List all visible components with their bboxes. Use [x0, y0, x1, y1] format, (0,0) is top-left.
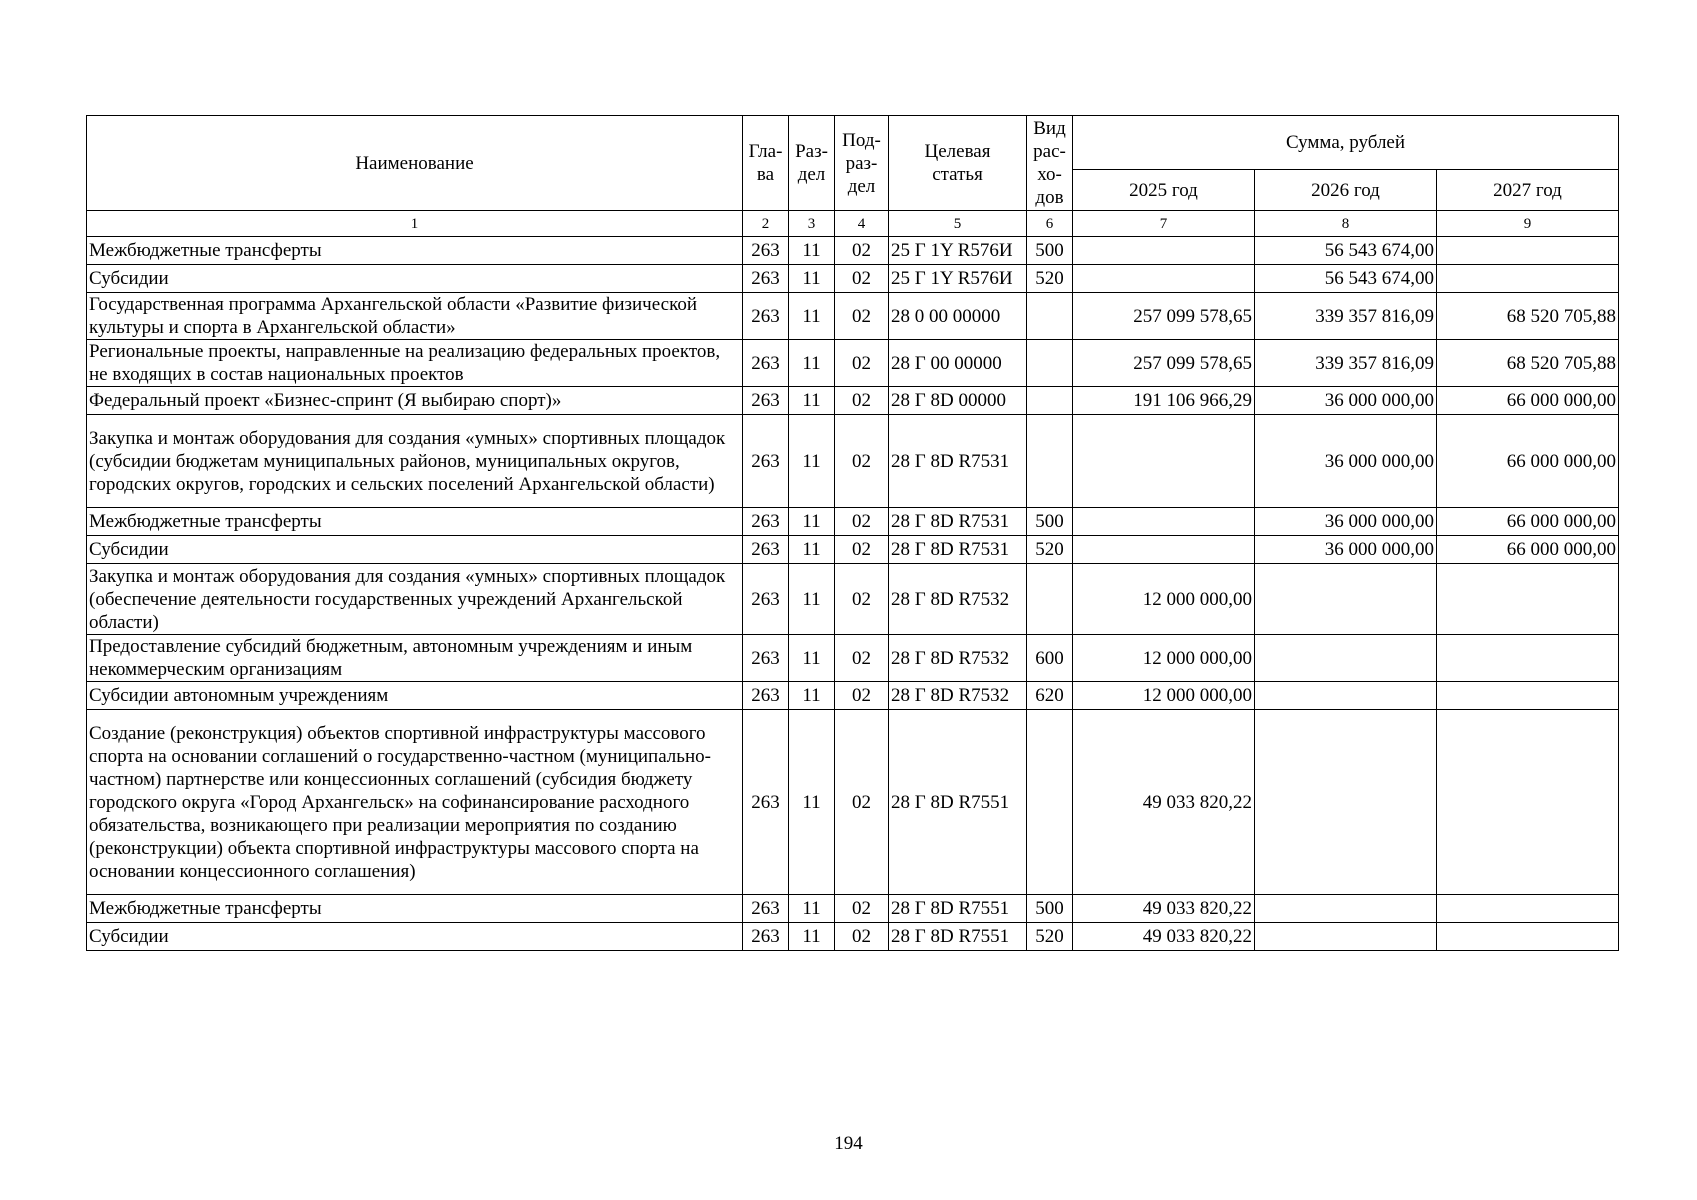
- header-podrazdel: Под- раз- дел: [835, 116, 889, 211]
- row-podrazdel: 02: [835, 635, 889, 682]
- row-razdel: 11: [789, 387, 835, 415]
- row-expense-type: [1027, 710, 1073, 895]
- row-glava: 263: [743, 237, 789, 265]
- budget-table: [86, 115, 1619, 951]
- row-razdel: 11: [789, 536, 835, 564]
- row-sum-2026: 339 357 816,09: [1255, 293, 1437, 340]
- table-row: [87, 237, 1619, 265]
- row-glava: 263: [743, 536, 789, 564]
- row-sum-2027: [1437, 564, 1619, 635]
- row-name: Субсидии: [87, 923, 743, 951]
- row-name: Межбюджетные трансферты: [87, 237, 743, 265]
- row-name: Создание (реконструкция) объектов спортивной инфраструктуры массового спорта на основании соглашений о государственно-частном (муниципально-частном) партнерстве или концессионных соглашений (субсидия бюджету городского округа «Город Архангельск» на софинансирование расходного обязательства, возникающего при реализации мероприятия по созданию (реконструкции) объекта спортивной инфраструктуры массового спорта на основании концессионного соглашения): [87, 710, 743, 895]
- row-target-article: 28 Г 8D 00000: [889, 387, 1027, 415]
- row-sum-2027: [1437, 710, 1619, 895]
- row-sum-2025: 191 106 966,29: [1073, 387, 1255, 415]
- row-glava: 263: [743, 710, 789, 895]
- table-body: [87, 237, 1619, 951]
- row-sum-2027: [1437, 895, 1619, 923]
- table-row: [87, 536, 1619, 564]
- row-glava: 263: [743, 415, 789, 508]
- row-sum-2026: 56 543 674,00: [1255, 237, 1437, 265]
- row-sum-2027: 68 520 705,88: [1437, 340, 1619, 387]
- row-sum-2027: [1437, 923, 1619, 951]
- table-row: [87, 682, 1619, 710]
- row-podrazdel: 02: [835, 387, 889, 415]
- colnum: 5: [889, 211, 1027, 237]
- row-podrazdel: 02: [835, 265, 889, 293]
- column-numbers-row: [87, 211, 1619, 237]
- row-razdel: 11: [789, 508, 835, 536]
- row-target-article: 28 Г 00 00000: [889, 340, 1027, 387]
- row-razdel: 11: [789, 564, 835, 635]
- row-podrazdel: 02: [835, 340, 889, 387]
- row-sum-2026: [1255, 923, 1437, 951]
- row-expense-type: 500: [1027, 895, 1073, 923]
- row-sum-2027: [1437, 635, 1619, 682]
- row-expense-type: 520: [1027, 923, 1073, 951]
- colnum: 3: [789, 211, 835, 237]
- row-podrazdel: 02: [835, 564, 889, 635]
- colnum: 7: [1073, 211, 1255, 237]
- row-razdel: 11: [789, 710, 835, 895]
- row-sum-2025: 12 000 000,00: [1073, 635, 1255, 682]
- row-sum-2027: 68 520 705,88: [1437, 293, 1619, 340]
- header-summa-text: Сумма, рублей: [1285, 132, 1406, 153]
- row-expense-type: [1027, 340, 1073, 387]
- row-name: Субсидии: [87, 265, 743, 293]
- row-podrazdel: 02: [835, 293, 889, 340]
- row-sum-2025: 49 033 820,22: [1073, 710, 1255, 895]
- row-sum-2026: 36 000 000,00: [1255, 387, 1437, 415]
- row-target-article: 28 Г 8D R7532: [889, 564, 1027, 635]
- row-podrazdel: 02: [835, 237, 889, 265]
- table-row: [87, 415, 1619, 508]
- table-row: [87, 293, 1619, 340]
- row-expense-type: [1027, 387, 1073, 415]
- row-expense-type: 620: [1027, 682, 1073, 710]
- row-sum-2027: 66 000 000,00: [1437, 508, 1619, 536]
- row-name: Субсидии: [87, 536, 743, 564]
- table-row: [87, 340, 1619, 387]
- row-sum-2027: [1437, 682, 1619, 710]
- row-name: Закупка и монтаж оборудования для создания «умных» спортивных площадок (субсидии бюджетам муниципальных районов, муниципальных округов, городских округов, городских и сельских поселений Архангельской области): [87, 415, 743, 508]
- row-sum-2025: 257 099 578,65: [1073, 293, 1255, 340]
- table-row: [87, 895, 1619, 923]
- row-expense-type: [1027, 293, 1073, 340]
- row-sum-2025: [1073, 536, 1255, 564]
- row-target-article: 25 Г 1Y R576И: [889, 237, 1027, 265]
- row-expense-type: 520: [1027, 265, 1073, 293]
- row-target-article: 28 Г 8D R7531: [889, 415, 1027, 508]
- row-sum-2025: 12 000 000,00: [1073, 564, 1255, 635]
- row-target-article: 25 Г 1Y R576И: [889, 265, 1027, 293]
- row-sum-2026: 36 000 000,00: [1255, 508, 1437, 536]
- row-podrazdel: 02: [835, 710, 889, 895]
- page-number: 194: [834, 1133, 863, 1154]
- row-razdel: 11: [789, 293, 835, 340]
- row-expense-type: 520: [1027, 536, 1073, 564]
- header-year-2026: 2026 год: [1255, 170, 1437, 211]
- row-sum-2025: 49 033 820,22: [1073, 895, 1255, 923]
- header-celevaya: Целевая статья: [889, 116, 1027, 211]
- colnum: 6: [1027, 211, 1073, 237]
- row-name: Закупка и монтаж оборудования для создания «умных» спортивных площадок (обеспечение деятельности государственных учреждений Архангельской области): [87, 564, 743, 635]
- row-sum-2026: [1255, 635, 1437, 682]
- row-razdel: 11: [789, 340, 835, 387]
- table-row: [87, 265, 1619, 293]
- row-sum-2025: 257 099 578,65: [1073, 340, 1255, 387]
- row-podrazdel: 02: [835, 508, 889, 536]
- table-row: [87, 923, 1619, 951]
- row-glava: 263: [743, 564, 789, 635]
- row-razdel: 11: [789, 923, 835, 951]
- row-target-article: 28 Г 8D R7551: [889, 895, 1027, 923]
- row-razdel: 11: [789, 415, 835, 508]
- row-sum-2026: [1255, 682, 1437, 710]
- row-sum-2025: 12 000 000,00: [1073, 682, 1255, 710]
- row-name: Субсидии автономным учреждениям: [87, 682, 743, 710]
- row-sum-2027: 66 000 000,00: [1437, 387, 1619, 415]
- row-target-article: 28 Г 8D R7531: [889, 508, 1027, 536]
- header-year-2025: 2025 год: [1073, 170, 1255, 211]
- row-expense-type: [1027, 564, 1073, 635]
- row-sum-2027: 66 000 000,00: [1437, 536, 1619, 564]
- row-target-article: 28 Г 8D R7532: [889, 682, 1027, 710]
- row-expense-type: 600: [1027, 635, 1073, 682]
- row-target-article: 28 Г 8D R7551: [889, 710, 1027, 895]
- row-razdel: 11: [789, 635, 835, 682]
- row-glava: 263: [743, 895, 789, 923]
- row-glava: 263: [743, 340, 789, 387]
- row-glava: 263: [743, 923, 789, 951]
- row-target-article: 28 Г 8D R7531: [889, 536, 1027, 564]
- colnum: 4: [835, 211, 889, 237]
- colnum: 9: [1437, 211, 1619, 237]
- row-sum-2025: [1073, 508, 1255, 536]
- row-podrazdel: 02: [835, 895, 889, 923]
- header-summa: [1073, 116, 1619, 170]
- row-target-article: 28 Г 8D R7551: [889, 923, 1027, 951]
- row-sum-2025: [1073, 237, 1255, 265]
- row-sum-2026: 36 000 000,00: [1255, 536, 1437, 564]
- row-sum-2026: [1255, 710, 1437, 895]
- row-name: Региональные проекты, направленные на реализацию федеральных проектов, не входящих в состав национальных проектов: [87, 340, 743, 387]
- row-sum-2026: [1255, 895, 1437, 923]
- table-row: [87, 508, 1619, 536]
- row-podrazdel: 02: [835, 682, 889, 710]
- header-vid: Вид рас- хо- дов: [1027, 116, 1073, 211]
- row-target-article: 28 Г 8D R7532: [889, 635, 1027, 682]
- row-sum-2025: [1073, 265, 1255, 293]
- table-row: [87, 564, 1619, 635]
- row-target-article: 28 0 00 00000: [889, 293, 1027, 340]
- row-razdel: 11: [789, 895, 835, 923]
- row-name: Межбюджетные трансферты: [87, 895, 743, 923]
- row-expense-type: [1027, 415, 1073, 508]
- header-name-text: Наименование: [355, 152, 474, 174]
- row-glava: 263: [743, 387, 789, 415]
- row-expense-type: 500: [1027, 508, 1073, 536]
- row-sum-2027: [1437, 237, 1619, 265]
- row-name: Федеральный проект «Бизнес-спринт (Я выбираю спорт)»: [87, 387, 743, 415]
- row-sum-2025: [1073, 415, 1255, 508]
- colnum: 1: [87, 211, 743, 237]
- row-sum-2026: 339 357 816,09: [1255, 340, 1437, 387]
- row-name: Государственная программа Архангельской области «Развитие физической культуры и спорта в Архангельской области»: [87, 293, 743, 340]
- table-row: [87, 387, 1619, 415]
- header-row: [87, 116, 1619, 170]
- row-sum-2027: [1437, 265, 1619, 293]
- header-name: [87, 116, 743, 211]
- row-glava: 263: [743, 265, 789, 293]
- row-glava: 263: [743, 508, 789, 536]
- row-sum-2025: 49 033 820,22: [1073, 923, 1255, 951]
- row-podrazdel: 02: [835, 923, 889, 951]
- row-expense-type: 500: [1027, 237, 1073, 265]
- row-name: Межбюджетные трансферты: [87, 508, 743, 536]
- table-row: [87, 710, 1619, 895]
- row-glava: 263: [743, 293, 789, 340]
- header-razdel: Раз- дел: [789, 116, 835, 211]
- header-glava: Гла- ва: [743, 116, 789, 211]
- table-row: [87, 635, 1619, 682]
- row-podrazdel: 02: [835, 536, 889, 564]
- colnum: 8: [1255, 211, 1437, 237]
- colnum: 2: [743, 211, 789, 237]
- row-sum-2026: 56 543 674,00: [1255, 265, 1437, 293]
- row-razdel: 11: [789, 682, 835, 710]
- header-year-2027: 2027 год: [1437, 170, 1619, 211]
- row-podrazdel: 02: [835, 415, 889, 508]
- row-glava: 263: [743, 682, 789, 710]
- row-name: Предоставление субсидий бюджетным, автономным учреждениям и иным некоммерческим организациям: [87, 635, 743, 682]
- row-sum-2027: 66 000 000,00: [1437, 415, 1619, 508]
- row-razdel: 11: [789, 237, 835, 265]
- row-sum-2026: [1255, 564, 1437, 635]
- row-sum-2026: 36 000 000,00: [1255, 415, 1437, 508]
- row-glava: 263: [743, 635, 789, 682]
- row-razdel: 11: [789, 265, 835, 293]
